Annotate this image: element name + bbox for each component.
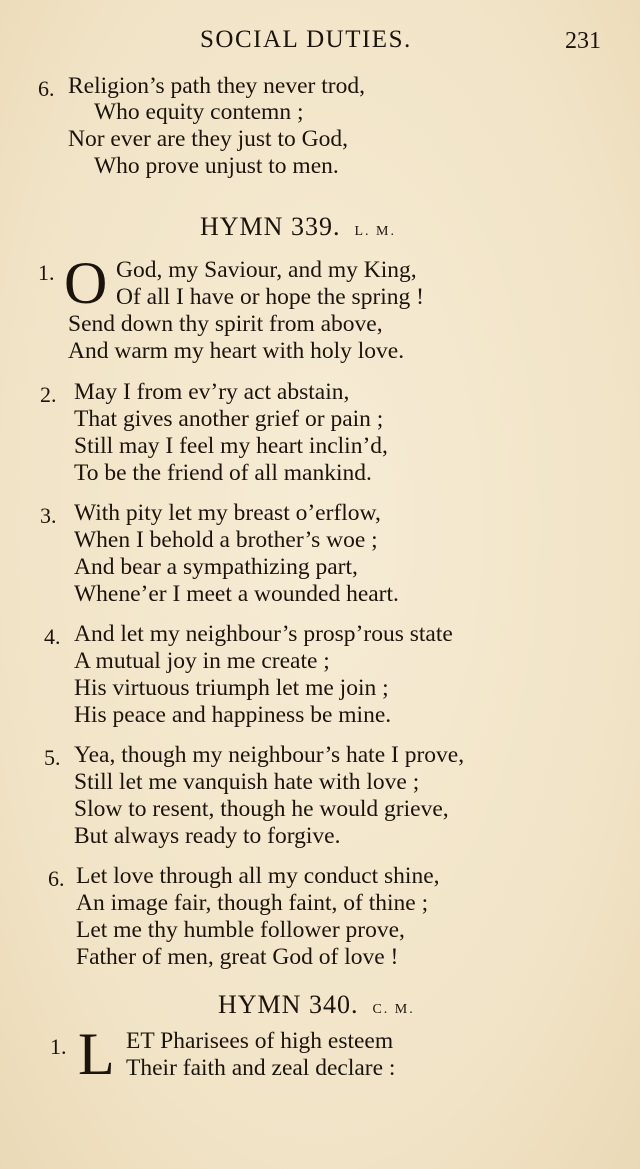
verse-line: Still may I feel my heart inclin’d, [74,433,388,459]
verse-line: That gives another grief or pain ; [74,406,384,432]
verse-line: Their faith and zeal declare : [126,1055,396,1081]
verse-line: Who prove unjust to men. [94,153,339,179]
verse-line: Let love through all my conduct shine, [76,863,440,889]
verse-line: Still let me vanquish hate with love ; [74,769,420,795]
verse-line: Religion’s path they never trod, [68,73,365,99]
verse-line: Nor ever are they just to God, [68,126,348,152]
running-header: SOCIAL DUTIES. [200,26,412,53]
verse-line: ET Pharisees of high esteem [126,1028,394,1054]
hymn-title: HYMN 340. [218,990,359,1019]
verse-line: Let me thy humble follower prove, [76,917,405,943]
verse-line: His peace and happiness be mine. [74,702,392,728]
stanza-number: 1. [38,260,55,285]
verse-line: Send down thy spirit from above, [68,311,383,337]
verse-line: And let my neighbour’s prosp’rous state [74,621,453,647]
verse-line: Of all I have or hope the spring ! [116,284,425,310]
verse-line: And bear a sympathizing part, [74,554,358,580]
verse-line: And warm my heart with holy love. [68,338,405,364]
hymn-title: HYMN 339. [200,212,341,241]
stanza-number: 2. [40,382,57,407]
stanza-number: 1. [50,1034,67,1059]
verse-line: To be the friend of all mankind. [74,460,372,486]
stanza-number: 4. [44,624,61,649]
hymn-340-heading [218,990,415,1020]
verse-line: May I from ev’ry act abstain, [74,379,350,405]
hymn-339-heading [200,212,396,242]
hymn-meter: C. M. [372,1002,415,1017]
drop-cap: L [78,1021,115,1087]
verse-line: An image fair, though faint, of thine ; [76,890,429,916]
drop-cap: O [64,250,108,316]
hymn-meter: L. M. [354,224,396,239]
verse-line: A mutual joy in me create ; [74,648,330,674]
stanza-number: 5. [44,745,61,770]
stanza-number: 6. [38,76,55,101]
verse-line: God, my Saviour, and my King, [116,257,417,283]
verse-line: When I behold a brother’s woe ; [74,527,378,553]
verse-line: His virtuous triumph let me join ; [74,675,389,701]
verse-line: Father of men, great God of love ! [76,944,399,970]
verse-line: With pity let my breast o’erflow, [74,500,381,526]
verse-line: Who equity contemn ; [94,99,304,125]
stanza-number: 3. [40,503,57,528]
verse-line: But always ready to forgive. [74,823,341,849]
verse-line: Yea, though my neighbour’s hate I prove, [74,742,465,768]
verse-line: Slow to resent, though he would grieve, [74,796,449,822]
page-number: 231 [565,28,601,54]
verse-line: Whene’er I meet a wounded heart. [74,581,399,607]
stanza-number: 6. [48,866,65,891]
